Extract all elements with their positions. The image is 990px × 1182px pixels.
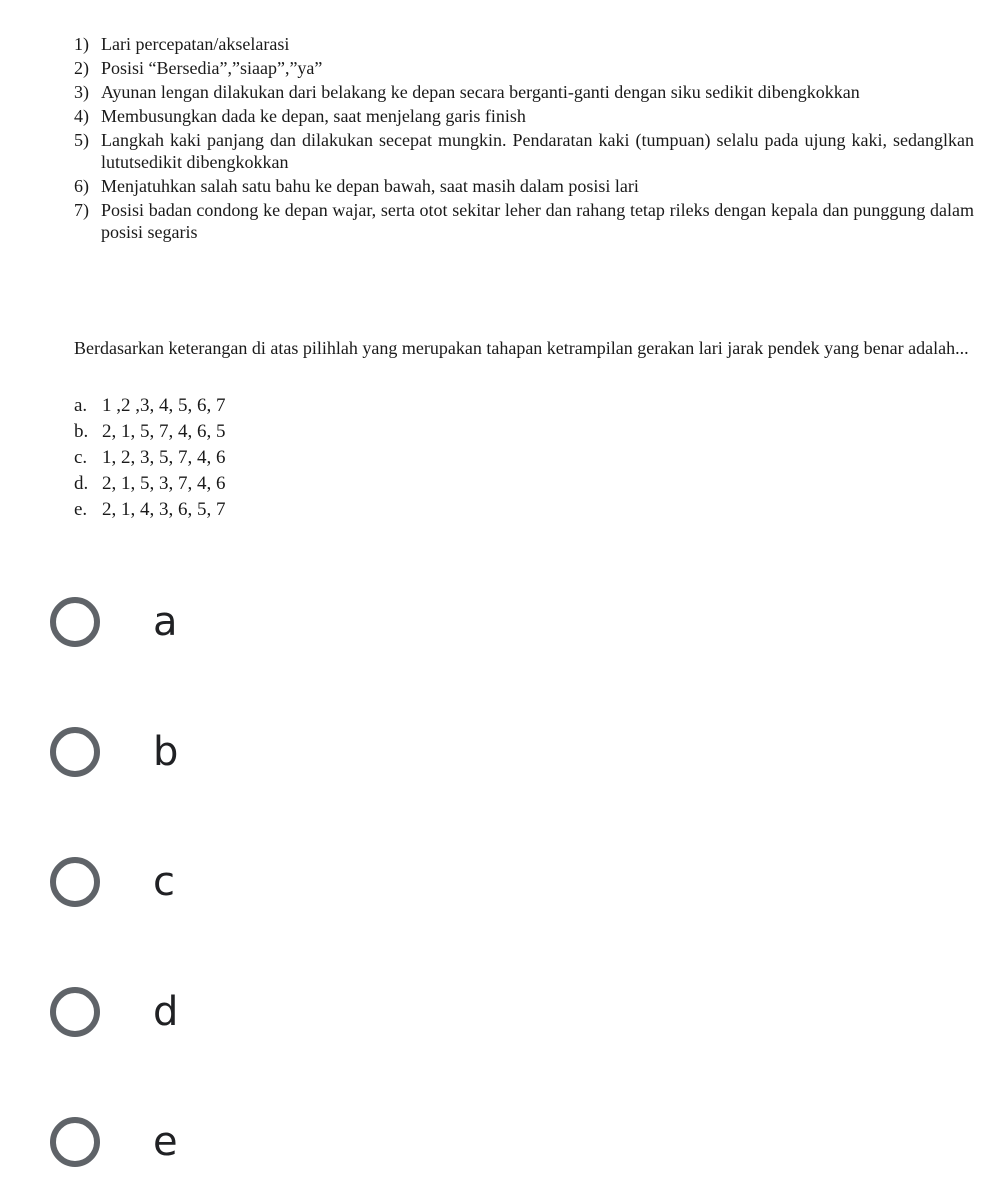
step-item [74,175,974,197]
choice-item [74,393,474,419]
choice-text: 2, 1, 5, 7, 4, 6, 5 [102,421,226,442]
question-prompt: Berdasarkan keterangan di atas pilihlah yang merupakan tahapan ketrampilan gerakan lari jarak pendek yang benar adalah... [74,338,969,358]
step-number: 2) [74,58,89,78]
choice-text: 1 ,2 ,3, 4, 5, 6, 7 [102,395,226,416]
radio-button-icon[interactable] [50,727,100,777]
choice-letter: a. [74,395,88,416]
choice-text: 2, 1, 4, 3, 6, 5, 7 [102,499,226,520]
step-text: Ayunan lengan dilakukan dari belakang ke depan secara berganti-ganti dengan siku sedikit dibengkokkan [101,82,860,102]
option-label[interactable]: e [153,1119,178,1165]
option-label[interactable]: c [153,859,175,905]
step-text: Posisi “Bersedia”,”siaap”,”ya” [101,58,323,78]
option-e[interactable] [50,1102,450,1182]
step-text: Membusungkan dada ke depan, saat menjelang garis finish [101,106,526,126]
step-number: 1) [74,34,89,54]
radio-button-icon[interactable] [50,1117,100,1167]
choice-letter: c. [74,447,88,468]
choice-item [74,445,474,471]
radio-button-icon[interactable] [50,597,100,647]
step-item [74,81,974,103]
step-number: 6) [74,176,89,196]
choice-text: 1, 2, 3, 5, 7, 4, 6 [102,447,226,468]
option-a[interactable] [50,582,450,662]
step-item [74,129,974,173]
choice-text: 2, 1, 5, 3, 7, 4, 6 [102,473,226,494]
steps-list [74,33,974,245]
question-image [0,0,990,540]
option-label[interactable]: a [153,599,178,645]
step-number: 3) [74,82,89,102]
step-text: Posisi badan condong ke depan wajar, serta otot sekitar leher dan rahang tetap rileks dengan kepala dan punggung dalam posisi segaris [101,200,974,242]
option-c[interactable] [50,842,450,922]
step-number: 4) [74,106,89,126]
option-label[interactable]: d [153,989,179,1035]
radio-button-icon[interactable] [50,987,100,1037]
option-label[interactable]: b [153,729,179,775]
step-text: Langkah kaki panjang dan dilakukan secepat mungkin. Pendaratan kaki (tumpuan) selalu pada ujung kaki, sedanglkan lututsedikit dibengkokkan [101,130,974,172]
step-item [74,33,974,55]
choice-item [74,497,474,523]
option-d[interactable] [50,972,450,1052]
step-item [74,57,974,79]
step-item [74,105,974,127]
choice-item [74,419,474,445]
step-number: 7) [74,200,89,220]
step-item [74,199,974,243]
option-b[interactable] [50,712,450,792]
choice-item [74,471,474,497]
choice-letter: e. [74,499,88,520]
choice-letter: d. [74,473,89,494]
step-text: Lari percepatan/akselarasi [101,34,290,54]
radio-button-icon[interactable] [50,857,100,907]
step-number: 5) [74,130,89,150]
choices-list [74,393,474,523]
choice-letter: b. [74,421,89,442]
step-text: Menjatuhkan salah satu bahu ke depan bawah, saat masih dalam posisi lari [101,176,639,196]
